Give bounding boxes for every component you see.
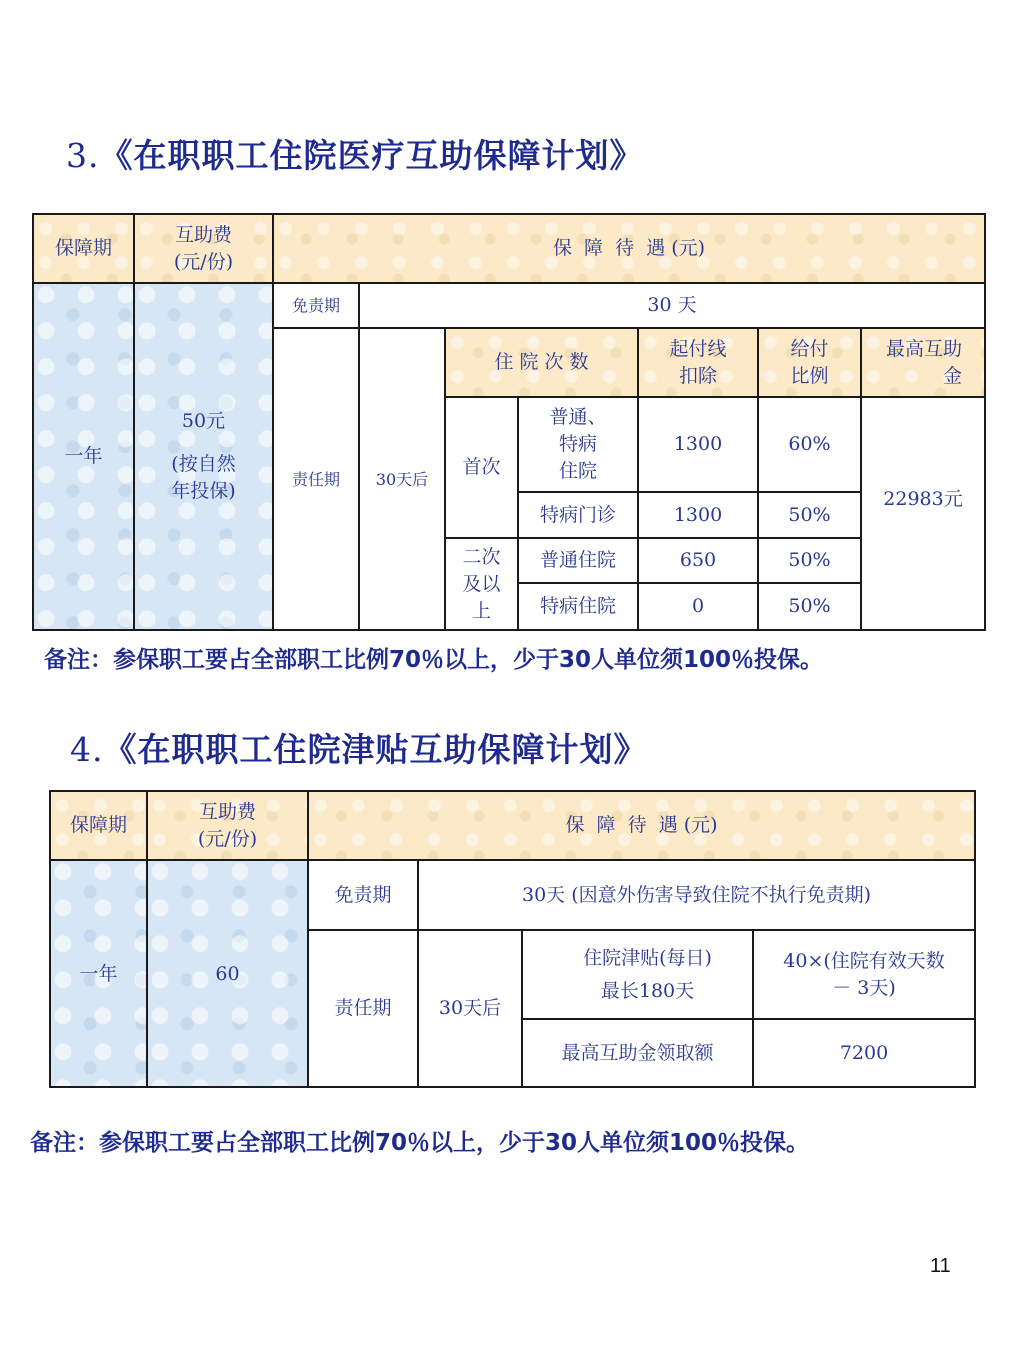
plan3-first-label: 首次 bbox=[445, 397, 518, 538]
plan3-row3-type: 特病住院 bbox=[518, 583, 638, 630]
plan3-subheader-max: 最高互助 金 bbox=[861, 328, 985, 397]
plan3-row0-ratio: 60% bbox=[758, 397, 861, 492]
plan4-period-value: 一年 bbox=[50, 860, 147, 1087]
plan3-second-label: 二次 及以 上 bbox=[445, 538, 518, 630]
plan4-title-text: 《在职职工住院津贴互助保障计划》 bbox=[103, 730, 648, 769]
plan3-header-benefits: 保 障 待 遇 (元) bbox=[273, 214, 985, 283]
plan3-subheader-visits: 住 院 次 数 bbox=[445, 328, 638, 397]
plan3-deductible-value: 30 天 bbox=[359, 283, 985, 328]
plan3-period-value: 一年 bbox=[33, 283, 134, 630]
plan4-deductible-value: 30天 (因意外伤害导致住院不执行免责期) bbox=[418, 860, 975, 930]
plan3-row0-type: 普通、 特病 住院 bbox=[518, 397, 638, 492]
plan4-number: 4. bbox=[70, 730, 104, 769]
plan3-fee-note: (按自然 年投保) bbox=[171, 453, 236, 502]
plan4-header-period: 保障期 bbox=[50, 791, 147, 860]
plan3-liability-label: 责任期 bbox=[273, 328, 359, 630]
plan3-subheader-threshold: 起付线 扣除 bbox=[638, 328, 758, 397]
plan3-row2-ratio: 50% bbox=[758, 538, 861, 583]
plan3-fee-value: 50元 bbox=[181, 410, 226, 432]
plan4-deductible-label: 免责期 bbox=[308, 860, 418, 930]
plan4-max-label: 最高互助金领取额 bbox=[522, 1019, 753, 1087]
plan4-header-fee: 互助费 (元/份) bbox=[147, 791, 308, 860]
plan3-row2-type: 普通住院 bbox=[518, 538, 638, 583]
plan3-title bbox=[66, 130, 644, 177]
plan3-fee-cell bbox=[134, 283, 273, 630]
plan4-title bbox=[70, 724, 648, 771]
plan3-row3-ratio: 50% bbox=[758, 583, 861, 630]
plan3-row1-ratio: 50% bbox=[758, 492, 861, 538]
plan3-number: 3. bbox=[66, 136, 100, 175]
plan3-max-value: 22983元 bbox=[861, 397, 985, 630]
plan3-row2-threshold: 650 bbox=[638, 538, 758, 583]
plan4-liability-value: 30天后 bbox=[418, 930, 522, 1087]
page-number: 11 bbox=[930, 1255, 951, 1277]
plan4-allowance-label: 住院津贴(每日) 最长180天 bbox=[522, 930, 753, 1019]
plan3-title-text: 《在职职工住院医疗互助保障计划》 bbox=[99, 136, 644, 175]
plan3-row0-threshold: 1300 bbox=[638, 397, 758, 492]
plan4-fee-value: 60 bbox=[147, 860, 308, 1087]
plan4-header-benefits: 保 障 待 遇 (元) bbox=[308, 791, 975, 860]
plan3-liability-value: 30天后 bbox=[359, 328, 445, 630]
plan3-row1-threshold: 1300 bbox=[638, 492, 758, 538]
plan3-header-fee: 互助费 (元/份) bbox=[134, 214, 273, 283]
plan3-row1-type: 特病门诊 bbox=[518, 492, 638, 538]
plan3-deductible-label: 免责期 bbox=[273, 283, 359, 328]
plan3-row3-threshold: 0 bbox=[638, 583, 758, 630]
plan3-table bbox=[32, 213, 986, 631]
plan4-table bbox=[49, 790, 976, 1088]
plan4-liability-label: 责任期 bbox=[308, 930, 418, 1087]
plan3-header-period: 保障期 bbox=[33, 214, 134, 283]
plan3-note: 备注：参保职工要占全部职工比例70％以上，少于30人单位须100％投保。 bbox=[44, 647, 824, 673]
plan4-allowance-value: 40×(住院有效天数 － 3天) bbox=[753, 930, 975, 1019]
plan4-note: 备注：参保职工要占全部职工比例70％以上，少于30人单位须100％投保。 bbox=[30, 1130, 810, 1156]
plan3-subheader-ratio: 给付 比例 bbox=[758, 328, 861, 397]
plan4-max-value: 7200 bbox=[753, 1019, 975, 1087]
